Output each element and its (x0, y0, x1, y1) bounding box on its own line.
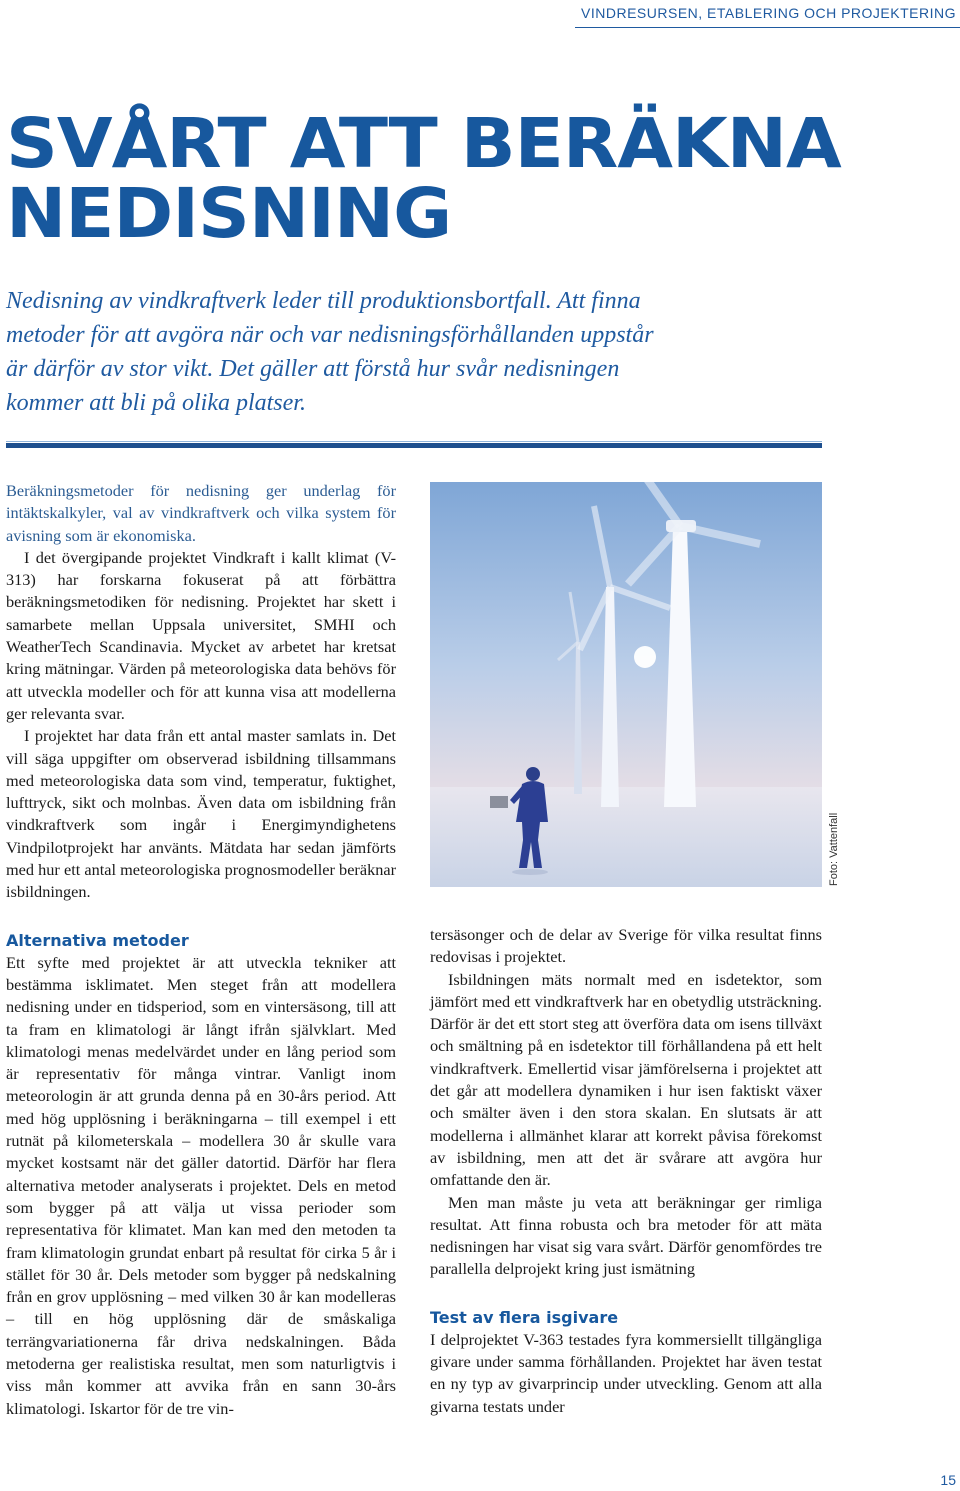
body-paragraph: I projektet har data från ett antal master samlats in. Det vill säga uppgifter om observerad isbildning tillsammans med meteorologiska data som vind, temperatur, fuktighet, lufttryck, sikt och molnbas. Även data om isbildning från vindkraftverk som ingår i Energimyndighetens Vindpilotprojekt har använts. Mätdata har sedan jämförts med hur ett antal meteorologiska prognosmodeller beräknar isbildningen. (6, 726, 396, 902)
body-paragraph: tersäsonger och de delar av Sverige för vilka resultat finns redovisas i projektet. (430, 925, 822, 967)
divider-highlight (6, 441, 822, 442)
subheading-alternativa-metoder: Alternativa metoder (6, 930, 189, 950)
ingress (6, 284, 766, 420)
title-line-2: NEDISNING (6, 173, 452, 254)
ingress-line-4: kommer att bli på olika platser. (6, 390, 306, 416)
wind-turbine-photo-illustration (430, 482, 822, 887)
page-number: 15 (940, 1472, 956, 1488)
body-paragraph: I det övergipande projektet Vindkraft i kallt klimat (V-313) har forskarna fokuserat på att förbättra beräkningsmetodiken för nedisning. Projektet har skett i samarbete mellan Uppsala universitet, SMHI och WeatherTech Scandinavia. Mycket av arbetet har kretsat kring mätningar. Värden på meteorologiska data behövs för att utveckla modeller och för att kunna visa att modellerna ger relevanta svar. (6, 547, 396, 723)
ingress-line-3: är därför av stor vikt. Det gäller att förstå hur svår nedisningen (6, 356, 620, 382)
running-head: VINDRESURSEN, ETABLERING OCH PROJEKTERING (581, 5, 956, 21)
page-title (6, 103, 841, 254)
left-column (6, 480, 396, 1420)
body-paragraph: Isbildningen mäts normalt med en isdetektor, som jämfört med ett vindkraftverk har en obetydlig utsträckning. Därför är det ett stort steg att överföra data om isens tillväxt och smältning på en isdetektor till förhållandena på ett helt vindkraftverk. Emellertid visar jämförelserna i projektet att det går att modellera dynamiken i hur isen faktiskt växer och smälter även i den stora skalan. En slutsats är att modellerna i allmänhet klarar att korrekt påvisa förekomst av isbildning, men att det är svårare att avgöra hur omfattande den är. (430, 969, 822, 1190)
ingress-line-2: metoder för att avgöra när och var nedisningsförhållanden uppstår (6, 322, 654, 348)
right-column (430, 924, 822, 1418)
body-paragraph: Men man måste ju veta att beräkningar ger rimliga resultat. Att finna robusta och bra metoder för att mäta nedisningen har visat sig vara svårt. Därför genomfördes tre parallella delprojekt kring just ismätning (430, 1192, 822, 1279)
title-line-1: SVÅRT ATT BERÄKNA (6, 103, 841, 184)
top-rule (575, 27, 960, 28)
section-divider (6, 443, 822, 448)
intro-paragraph: Beräkningsmetoder för nedisning ger underlag för intäktskalkyler, val av vindkraftverk och vilka system för avisning som är ekonomiska. (6, 481, 396, 545)
body-paragraph: Ett syfte med projektet är att utveckla tekniker att bestämma isklimatet. Men steget från att modellera nedisning under en tidsperiod, som en vintersäsong, till att ta fram en klimatologi är långt ifrån självklart. Med klimatologi menas medelvärdet under en lång period som är representativ för många vintrar. Vanligt inom meteorologin är att grunda denna på en 30-års period. Att med hög upplösning i beräkningarna – till exempel i ett rutnät på kilometerskala – modellera 30 år skulle vara mycket kostsamt när det gäller datortid. Därför har flera alternativa metoder analyserats i projektet. Dels en metod som bygger på att välja ut vissa perioder som representativa för klimatet. Man kan med den metoden ta fram klimatologin grundat enbart på resultat för cirka 5 år i stället för 30 år. Dels metoder som bygger på nedskalning från en grov upplösning – med vilken 30 år kan modelleras – till en hög upplösning där de småskaliga terrängvariationerna får driva nedskalningen. Båda metoderna ger realistiska resultat, men som naturligtvis i viss mån kommer att avvika från en sann 30-års klimatologi. Iskartor för de tre vin- (6, 952, 396, 1418)
ingress-line-1: Nedisning av vindkraftverk leder till produktionsbortfall. Att finna (6, 288, 641, 314)
photo-credit: Foto: Vattenfall (828, 812, 840, 886)
wind-turbine-photo (430, 482, 822, 887)
subheading-test-av-flera-isgivare: Test av flera isgivare (430, 1307, 619, 1327)
body-paragraph: I delprojektet V-363 testades fyra kommersiellt tillgängliga givare under samma förhållanden. Projektet har även testat en ny typ av givarprincip under utveckling. Genom att alla givarna testats under (430, 1329, 822, 1416)
